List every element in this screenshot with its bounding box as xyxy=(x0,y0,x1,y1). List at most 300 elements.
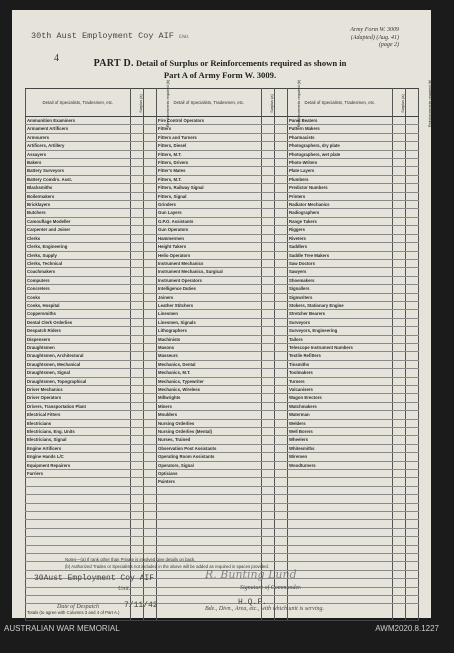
surplus-cell-col3[interactable] xyxy=(392,377,405,385)
reinforcement-cell-col1[interactable] xyxy=(143,402,156,410)
reinforcement-cell-col3[interactable] xyxy=(405,503,418,511)
reinforcement-cell-col2[interactable] xyxy=(274,486,287,494)
reinforcement-cell-col2[interactable] xyxy=(274,268,287,276)
surplus-cell-col3[interactable] xyxy=(392,595,405,603)
surplus-cell-col3[interactable] xyxy=(392,335,405,343)
reinforcement-cell-col1[interactable] xyxy=(143,419,156,427)
reinforcement-cell-col3[interactable] xyxy=(405,461,418,469)
reinforcement-cell-col3[interactable] xyxy=(405,259,418,267)
surplus-cell-col2[interactable] xyxy=(261,537,274,545)
reinforcement-cell-col1[interactable] xyxy=(143,512,156,520)
surplus-cell-col1[interactable] xyxy=(130,419,143,427)
reinforcement-cell-col3[interactable] xyxy=(405,369,418,377)
reinforcement-cell-col3[interactable] xyxy=(405,595,418,603)
surplus-cell-col3[interactable] xyxy=(392,461,405,469)
surplus-cell-col1[interactable] xyxy=(130,520,143,528)
surplus-cell-col2[interactable] xyxy=(261,125,274,133)
surplus-cell-col1[interactable] xyxy=(130,175,143,183)
surplus-cell-col3[interactable] xyxy=(392,268,405,276)
surplus-cell-col3[interactable] xyxy=(392,327,405,335)
surplus-cell-col1[interactable] xyxy=(130,268,143,276)
reinforcement-cell-col1[interactable] xyxy=(143,369,156,377)
surplus-cell-col3[interactable] xyxy=(392,386,405,394)
reinforcement-cell-col2[interactable] xyxy=(274,133,287,141)
surplus-cell-col2[interactable] xyxy=(261,117,274,125)
reinforcement-cell-col3[interactable] xyxy=(405,377,418,385)
surplus-cell-col2[interactable] xyxy=(261,201,274,209)
reinforcement-cell-col3[interactable] xyxy=(405,293,418,301)
reinforcement-cell-col2[interactable] xyxy=(274,192,287,200)
surplus-cell-col1[interactable] xyxy=(130,411,143,419)
reinforcement-cell-col2[interactable] xyxy=(274,142,287,150)
reinforcement-cell-col3[interactable] xyxy=(405,386,418,394)
surplus-cell-col3[interactable] xyxy=(392,495,405,503)
reinforcement-cell-col1[interactable] xyxy=(143,310,156,318)
surplus-cell-col2[interactable] xyxy=(261,470,274,478)
surplus-cell-col2[interactable] xyxy=(261,352,274,360)
surplus-cell-col1[interactable] xyxy=(130,402,143,410)
reinforcement-cell-col3[interactable] xyxy=(405,133,418,141)
surplus-cell-col2[interactable] xyxy=(261,419,274,427)
surplus-cell-col1[interactable] xyxy=(130,125,143,133)
surplus-cell-col2[interactable] xyxy=(261,411,274,419)
surplus-cell-col1[interactable] xyxy=(130,133,143,141)
surplus-cell-col2[interactable] xyxy=(261,343,274,351)
reinforcement-cell-col2[interactable] xyxy=(274,595,287,603)
reinforcement-cell-col3[interactable] xyxy=(405,234,418,242)
reinforcement-cell-col2[interactable] xyxy=(274,495,287,503)
reinforcement-cell-col3[interactable] xyxy=(405,554,418,562)
reinforcement-cell-col3[interactable] xyxy=(405,486,418,494)
reinforcement-cell-col1[interactable] xyxy=(143,217,156,225)
surplus-cell-col1[interactable] xyxy=(130,201,143,209)
reinforcement-cell-col2[interactable] xyxy=(274,453,287,461)
reinforcement-cell-col1[interactable] xyxy=(143,125,156,133)
totals-cell[interactable] xyxy=(405,604,418,621)
surplus-cell-col2[interactable] xyxy=(261,192,274,200)
surplus-cell-col2[interactable] xyxy=(261,545,274,553)
reinforcement-cell-col2[interactable] xyxy=(274,293,287,301)
surplus-cell-col1[interactable] xyxy=(130,142,143,150)
reinforcement-cell-col2[interactable] xyxy=(274,234,287,242)
surplus-cell-col2[interactable] xyxy=(261,142,274,150)
reinforcement-cell-col2[interactable] xyxy=(274,251,287,259)
surplus-cell-col1[interactable] xyxy=(130,470,143,478)
surplus-cell-col3[interactable] xyxy=(392,310,405,318)
surplus-cell-col2[interactable] xyxy=(261,167,274,175)
surplus-cell-col2[interactable] xyxy=(261,310,274,318)
surplus-cell-col1[interactable] xyxy=(130,293,143,301)
reinforcement-cell-col3[interactable] xyxy=(405,411,418,419)
reinforcement-cell-col3[interactable] xyxy=(405,276,418,284)
reinforcement-cell-col3[interactable] xyxy=(405,226,418,234)
reinforcement-cell-col2[interactable] xyxy=(274,276,287,284)
reinforcement-cell-col3[interactable] xyxy=(405,360,418,368)
reinforcement-cell-col2[interactable] xyxy=(274,360,287,368)
surplus-cell-col1[interactable] xyxy=(130,495,143,503)
reinforcement-cell-col2[interactable] xyxy=(274,167,287,175)
reinforcement-cell-col1[interactable] xyxy=(143,184,156,192)
surplus-cell-col3[interactable] xyxy=(392,201,405,209)
surplus-cell-col2[interactable] xyxy=(261,402,274,410)
reinforcement-cell-col2[interactable] xyxy=(274,436,287,444)
reinforcement-cell-col1[interactable] xyxy=(143,587,156,595)
reinforcement-cell-col3[interactable] xyxy=(405,243,418,251)
surplus-cell-col3[interactable] xyxy=(392,184,405,192)
surplus-cell-col1[interactable] xyxy=(130,503,143,511)
surplus-cell-col2[interactable] xyxy=(261,486,274,494)
surplus-cell-col1[interactable] xyxy=(130,436,143,444)
surplus-cell-col3[interactable] xyxy=(392,318,405,326)
surplus-cell-col2[interactable] xyxy=(261,444,274,452)
reinforcement-cell-col1[interactable] xyxy=(143,453,156,461)
reinforcement-cell-col3[interactable] xyxy=(405,587,418,595)
surplus-cell-col3[interactable] xyxy=(392,444,405,452)
surplus-cell-col2[interactable] xyxy=(261,259,274,267)
reinforcement-cell-col2[interactable] xyxy=(274,318,287,326)
surplus-cell-col3[interactable] xyxy=(392,209,405,217)
reinforcement-cell-col1[interactable] xyxy=(143,520,156,528)
reinforcement-cell-col1[interactable] xyxy=(143,133,156,141)
reinforcement-cell-col1[interactable] xyxy=(143,461,156,469)
surplus-cell-col3[interactable] xyxy=(392,276,405,284)
surplus-cell-col1[interactable] xyxy=(130,117,143,125)
reinforcement-cell-col1[interactable] xyxy=(143,545,156,553)
surplus-cell-col1[interactable] xyxy=(130,386,143,394)
reinforcement-cell-col3[interactable] xyxy=(405,142,418,150)
reinforcement-cell-col2[interactable] xyxy=(274,209,287,217)
reinforcement-cell-col2[interactable] xyxy=(274,243,287,251)
surplus-cell-col1[interactable] xyxy=(130,587,143,595)
surplus-cell-col1[interactable] xyxy=(130,192,143,200)
reinforcement-cell-col1[interactable] xyxy=(143,251,156,259)
reinforcement-cell-col1[interactable] xyxy=(143,301,156,309)
surplus-cell-col2[interactable] xyxy=(261,184,274,192)
surplus-cell-col3[interactable] xyxy=(392,562,405,570)
surplus-cell-col3[interactable] xyxy=(392,528,405,536)
reinforcement-cell-col2[interactable] xyxy=(274,444,287,452)
surplus-cell-col1[interactable] xyxy=(130,545,143,553)
surplus-cell-col2[interactable] xyxy=(261,478,274,486)
surplus-cell-col2[interactable] xyxy=(261,453,274,461)
reinforcement-cell-col3[interactable] xyxy=(405,251,418,259)
reinforcement-cell-col1[interactable] xyxy=(143,285,156,293)
surplus-cell-col1[interactable] xyxy=(130,453,143,461)
reinforcement-cell-col3[interactable] xyxy=(405,537,418,545)
reinforcement-cell-col2[interactable] xyxy=(274,394,287,402)
reinforcement-cell-col1[interactable] xyxy=(143,268,156,276)
reinforcement-cell-col1[interactable] xyxy=(143,537,156,545)
reinforcement-cell-col1[interactable] xyxy=(143,495,156,503)
reinforcement-cell-col3[interactable] xyxy=(405,352,418,360)
reinforcement-cell-col2[interactable] xyxy=(274,537,287,545)
reinforcement-cell-col2[interactable] xyxy=(274,478,287,486)
surplus-cell-col2[interactable] xyxy=(261,428,274,436)
reinforcement-cell-col3[interactable] xyxy=(405,562,418,570)
surplus-cell-col2[interactable] xyxy=(261,386,274,394)
surplus-cell-col3[interactable] xyxy=(392,545,405,553)
reinforcement-cell-col3[interactable] xyxy=(405,343,418,351)
reinforcement-cell-col1[interactable] xyxy=(143,142,156,150)
surplus-cell-col3[interactable] xyxy=(392,537,405,545)
surplus-cell-col3[interactable] xyxy=(392,453,405,461)
surplus-cell-col2[interactable] xyxy=(261,234,274,242)
reinforcement-cell-col2[interactable] xyxy=(274,301,287,309)
surplus-cell-col1[interactable] xyxy=(130,394,143,402)
surplus-cell-col3[interactable] xyxy=(392,125,405,133)
surplus-cell-col2[interactable] xyxy=(261,209,274,217)
surplus-cell-col2[interactable] xyxy=(261,503,274,511)
reinforcement-cell-col2[interactable] xyxy=(274,402,287,410)
reinforcement-cell-col1[interactable] xyxy=(143,352,156,360)
reinforcement-cell-col2[interactable] xyxy=(274,343,287,351)
surplus-cell-col2[interactable] xyxy=(261,520,274,528)
reinforcement-cell-col2[interactable] xyxy=(274,352,287,360)
reinforcement-cell-col1[interactable] xyxy=(143,192,156,200)
reinforcement-cell-col1[interactable] xyxy=(143,377,156,385)
reinforcement-cell-col3[interactable] xyxy=(405,512,418,520)
reinforcement-cell-col1[interactable] xyxy=(143,276,156,284)
reinforcement-cell-col3[interactable] xyxy=(405,579,418,587)
reinforcement-cell-col3[interactable] xyxy=(405,545,418,553)
surplus-cell-col1[interactable] xyxy=(130,217,143,225)
surplus-cell-col3[interactable] xyxy=(392,570,405,578)
reinforcement-cell-col2[interactable] xyxy=(274,545,287,553)
surplus-cell-col1[interactable] xyxy=(130,310,143,318)
surplus-cell-col2[interactable] xyxy=(261,301,274,309)
reinforcement-cell-col2[interactable] xyxy=(274,369,287,377)
surplus-cell-col2[interactable] xyxy=(261,226,274,234)
surplus-cell-col1[interactable] xyxy=(130,428,143,436)
surplus-cell-col1[interactable] xyxy=(130,461,143,469)
surplus-cell-col3[interactable] xyxy=(392,436,405,444)
surplus-cell-col1[interactable] xyxy=(130,159,143,167)
reinforcement-cell-col2[interactable] xyxy=(274,377,287,385)
surplus-cell-col2[interactable] xyxy=(261,175,274,183)
reinforcement-cell-col1[interactable] xyxy=(143,444,156,452)
surplus-cell-col1[interactable] xyxy=(130,251,143,259)
reinforcement-cell-col2[interactable] xyxy=(274,419,287,427)
surplus-cell-col2[interactable] xyxy=(261,360,274,368)
reinforcement-cell-col1[interactable] xyxy=(143,117,156,125)
surplus-cell-col2[interactable] xyxy=(261,251,274,259)
surplus-cell-col2[interactable] xyxy=(261,369,274,377)
reinforcement-cell-col1[interactable] xyxy=(143,175,156,183)
surplus-cell-col1[interactable] xyxy=(130,512,143,520)
reinforcement-cell-col1[interactable] xyxy=(143,150,156,158)
surplus-cell-col3[interactable] xyxy=(392,192,405,200)
reinforcement-cell-col2[interactable] xyxy=(274,554,287,562)
reinforcement-cell-col1[interactable] xyxy=(143,201,156,209)
reinforcement-cell-col1[interactable] xyxy=(143,503,156,511)
reinforcement-cell-col3[interactable] xyxy=(405,175,418,183)
surplus-cell-col3[interactable] xyxy=(392,293,405,301)
surplus-cell-col1[interactable] xyxy=(130,285,143,293)
surplus-cell-col3[interactable] xyxy=(392,217,405,225)
reinforcement-cell-col2[interactable] xyxy=(274,201,287,209)
surplus-cell-col1[interactable] xyxy=(130,369,143,377)
reinforcement-cell-col1[interactable] xyxy=(143,243,156,251)
surplus-cell-col3[interactable] xyxy=(392,133,405,141)
surplus-cell-col3[interactable] xyxy=(392,243,405,251)
surplus-cell-col1[interactable] xyxy=(130,259,143,267)
reinforcement-cell-col3[interactable] xyxy=(405,394,418,402)
reinforcement-cell-col3[interactable] xyxy=(405,428,418,436)
surplus-cell-col2[interactable] xyxy=(261,318,274,326)
reinforcement-cell-col2[interactable] xyxy=(274,327,287,335)
reinforcement-cell-col2[interactable] xyxy=(274,461,287,469)
reinforcement-cell-col1[interactable] xyxy=(143,394,156,402)
reinforcement-cell-col3[interactable] xyxy=(405,167,418,175)
surplus-cell-col1[interactable] xyxy=(130,243,143,251)
reinforcement-cell-col1[interactable] xyxy=(143,428,156,436)
surplus-cell-col3[interactable] xyxy=(392,159,405,167)
surplus-cell-col3[interactable] xyxy=(392,259,405,267)
reinforcement-cell-col2[interactable] xyxy=(274,217,287,225)
surplus-cell-col2[interactable] xyxy=(261,528,274,536)
reinforcement-cell-col3[interactable] xyxy=(405,285,418,293)
surplus-cell-col3[interactable] xyxy=(392,150,405,158)
surplus-cell-col2[interactable] xyxy=(261,243,274,251)
reinforcement-cell-col3[interactable] xyxy=(405,318,418,326)
reinforcement-cell-col1[interactable] xyxy=(143,360,156,368)
surplus-cell-col3[interactable] xyxy=(392,142,405,150)
surplus-cell-col2[interactable] xyxy=(261,327,274,335)
surplus-cell-col1[interactable] xyxy=(130,276,143,284)
reinforcement-cell-col3[interactable] xyxy=(405,125,418,133)
reinforcement-cell-col2[interactable] xyxy=(274,159,287,167)
surplus-cell-col3[interactable] xyxy=(392,419,405,427)
reinforcement-cell-col3[interactable] xyxy=(405,201,418,209)
surplus-cell-col2[interactable] xyxy=(261,150,274,158)
reinforcement-cell-col2[interactable] xyxy=(274,150,287,158)
surplus-cell-col2[interactable] xyxy=(261,293,274,301)
reinforcement-cell-col3[interactable] xyxy=(405,209,418,217)
reinforcement-cell-col3[interactable] xyxy=(405,470,418,478)
reinforcement-cell-col2[interactable] xyxy=(274,428,287,436)
reinforcement-cell-col1[interactable] xyxy=(143,335,156,343)
surplus-cell-col2[interactable] xyxy=(261,394,274,402)
surplus-cell-col1[interactable] xyxy=(130,478,143,486)
reinforcement-cell-col1[interactable] xyxy=(143,470,156,478)
reinforcement-cell-col1[interactable] xyxy=(143,318,156,326)
reinforcement-cell-col3[interactable] xyxy=(405,150,418,158)
surplus-cell-col3[interactable] xyxy=(392,234,405,242)
reinforcement-cell-col2[interactable] xyxy=(274,528,287,536)
reinforcement-cell-col1[interactable] xyxy=(143,167,156,175)
surplus-cell-col2[interactable] xyxy=(261,276,274,284)
surplus-cell-col3[interactable] xyxy=(392,512,405,520)
reinforcement-cell-col3[interactable] xyxy=(405,159,418,167)
surplus-cell-col1[interactable] xyxy=(130,360,143,368)
surplus-cell-col2[interactable] xyxy=(261,285,274,293)
surplus-cell-col3[interactable] xyxy=(392,587,405,595)
surplus-cell-col3[interactable] xyxy=(392,369,405,377)
reinforcement-cell-col3[interactable] xyxy=(405,495,418,503)
surplus-cell-col3[interactable] xyxy=(392,486,405,494)
surplus-cell-col2[interactable] xyxy=(261,133,274,141)
surplus-cell-col2[interactable] xyxy=(261,495,274,503)
surplus-cell-col2[interactable] xyxy=(261,335,274,343)
surplus-cell-col3[interactable] xyxy=(392,478,405,486)
surplus-cell-col3[interactable] xyxy=(392,394,405,402)
surplus-cell-col1[interactable] xyxy=(130,301,143,309)
reinforcement-cell-col2[interactable] xyxy=(274,411,287,419)
reinforcement-cell-col2[interactable] xyxy=(274,125,287,133)
reinforcement-cell-col1[interactable] xyxy=(143,209,156,217)
surplus-cell-col1[interactable] xyxy=(130,335,143,343)
surplus-cell-col3[interactable] xyxy=(392,167,405,175)
surplus-cell-col2[interactable] xyxy=(261,436,274,444)
reinforcement-cell-col3[interactable] xyxy=(405,192,418,200)
surplus-cell-col1[interactable] xyxy=(130,234,143,242)
reinforcement-cell-col1[interactable] xyxy=(143,234,156,242)
surplus-cell-col2[interactable] xyxy=(261,461,274,469)
reinforcement-cell-col3[interactable] xyxy=(405,184,418,192)
surplus-cell-col1[interactable] xyxy=(130,486,143,494)
reinforcement-cell-col1[interactable] xyxy=(143,343,156,351)
surplus-cell-col1[interactable] xyxy=(130,377,143,385)
reinforcement-cell-col3[interactable] xyxy=(405,478,418,486)
reinforcement-cell-col3[interactable] xyxy=(405,444,418,452)
surplus-cell-col3[interactable] xyxy=(392,520,405,528)
surplus-cell-col3[interactable] xyxy=(392,402,405,410)
reinforcement-cell-col1[interactable] xyxy=(143,293,156,301)
surplus-cell-col3[interactable] xyxy=(392,117,405,125)
surplus-cell-col3[interactable] xyxy=(392,470,405,478)
reinforcement-cell-col3[interactable] xyxy=(405,217,418,225)
surplus-cell-col2[interactable] xyxy=(261,159,274,167)
surplus-cell-col1[interactable] xyxy=(130,184,143,192)
surplus-cell-col3[interactable] xyxy=(392,503,405,511)
surplus-cell-col3[interactable] xyxy=(392,360,405,368)
reinforcement-cell-col2[interactable] xyxy=(274,285,287,293)
surplus-cell-col1[interactable] xyxy=(130,444,143,452)
surplus-cell-col3[interactable] xyxy=(392,411,405,419)
reinforcement-cell-col1[interactable] xyxy=(143,159,156,167)
reinforcement-cell-col2[interactable] xyxy=(274,335,287,343)
reinforcement-cell-col1[interactable] xyxy=(143,259,156,267)
reinforcement-cell-col2[interactable] xyxy=(274,184,287,192)
surplus-cell-col1[interactable] xyxy=(130,343,143,351)
reinforcement-cell-col2[interactable] xyxy=(274,117,287,125)
reinforcement-cell-col2[interactable] xyxy=(274,520,287,528)
reinforcement-cell-col2[interactable] xyxy=(274,175,287,183)
surplus-cell-col1[interactable] xyxy=(130,167,143,175)
reinforcement-cell-col1[interactable] xyxy=(143,528,156,536)
surplus-cell-col3[interactable] xyxy=(392,352,405,360)
reinforcement-cell-col2[interactable] xyxy=(274,259,287,267)
surplus-cell-col1[interactable] xyxy=(130,528,143,536)
reinforcement-cell-col1[interactable] xyxy=(143,327,156,335)
surplus-cell-col2[interactable] xyxy=(261,217,274,225)
surplus-cell-col1[interactable] xyxy=(130,352,143,360)
surplus-cell-col3[interactable] xyxy=(392,301,405,309)
surplus-cell-col3[interactable] xyxy=(392,343,405,351)
surplus-cell-col1[interactable] xyxy=(130,318,143,326)
reinforcement-cell-col3[interactable] xyxy=(405,310,418,318)
surplus-cell-col3[interactable] xyxy=(392,226,405,234)
surplus-cell-col1[interactable] xyxy=(130,226,143,234)
reinforcement-cell-col3[interactable] xyxy=(405,436,418,444)
totals-cell[interactable] xyxy=(392,604,405,621)
reinforcement-cell-col2[interactable] xyxy=(274,512,287,520)
surplus-cell-col1[interactable] xyxy=(130,150,143,158)
reinforcement-cell-col3[interactable] xyxy=(405,402,418,410)
reinforcement-cell-col3[interactable] xyxy=(405,117,418,125)
reinforcement-cell-col3[interactable] xyxy=(405,301,418,309)
reinforcement-cell-col3[interactable] xyxy=(405,335,418,343)
